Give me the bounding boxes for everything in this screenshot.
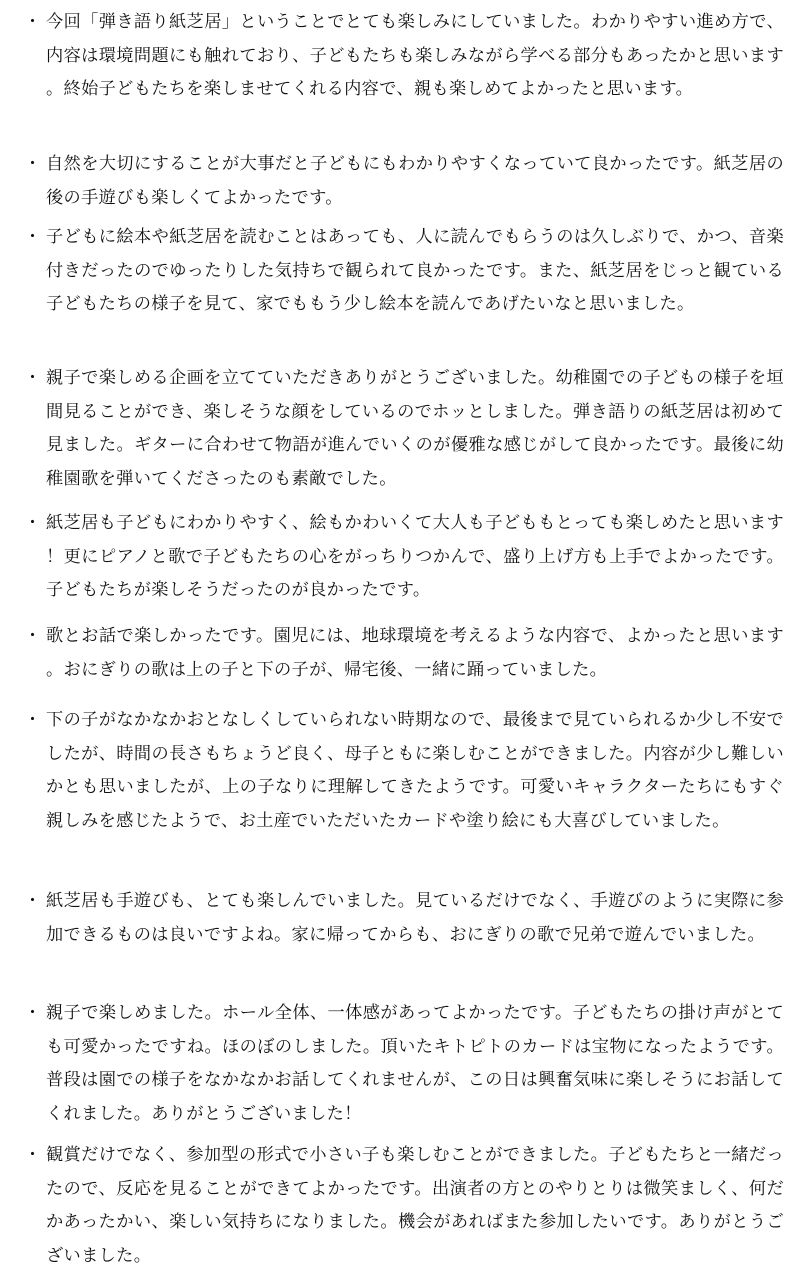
comment-item [14,6,784,107]
comment-text: 紙芝居も子どもにわかりやすく、絵もかわいくて大人も子どももとっても楽しめたと思います！更にピアノと歌で子どもたちの心をがっちりつかんで、盛り上げ方も上手でよかったです。子どもたちが楽しそうだったのが良かったです。 [46,513,784,600]
comment-item [14,997,784,1131]
comment-text: 子どもに絵本や紙芝居を読むことはあっても、人に読んでもらうのは久しぶりで、かつ、音楽付きだったのでゆったりした気持ちで観られて良かったです。また、紙芝居をじっと観ている子どもたちの様子を見て、家でももう少し絵本を読んであげたいなと思いました。 [46,227,784,314]
bullet-icon: ・ [24,154,41,174]
comment-item [14,885,784,952]
comment-text: 紙芝居も手遊びも、とても楽しんでいました。見ているだけでなく、手遊びのように実際に参加できるものは良いですよね。家に帰ってからも、おにぎりの歌で兄弟で遊んでいました。 [46,891,784,945]
comment-text: 今回「弾き語り紙芝居」ということでとても楽しみにしていました。わかりやすい進め方で、内容は環境問題にも触れており、子どもたちも楽しみながら学べる部分もあったかと思います。終始子どもたちを楽しませてくれる内容で、親も楽しめてよかったと思います。 [46,12,784,99]
comment-text: 下の子がなかなかおとなしくしていられない時期なので、最後まで見ていられるか少し不安でしたが、時間の長さもちょうど良く、母子ともに楽しむことができました。内容が少し難しいかとも思いましたが、上の子なりに理解してきたようです。可愛いキャラクターたちにもすぐ親しみを感じたようで、お土産でいただいたカードや塗り絵にも大喜びしていました。 [46,710,784,831]
comment-item [14,148,784,215]
comment-text: 親子で楽しめました。ホール全体、一体感があってよかったです。子どもたちの掛け声がとても可愛かったですね。ほのぼのしました。頂いたキトピトのカードは宝物になったようです。普段は園での様子をなかなかお話してくれませんが、この日は興奮気味に楽しそうにお話してくれました。ありがとうございました！ [46,1003,784,1124]
bullet-icon: ・ [24,12,41,32]
comment-item [14,221,784,322]
comment-item [14,362,784,496]
bullet-icon: ・ [24,1145,41,1165]
comment-item [14,620,784,687]
bullet-icon: ・ [24,891,41,911]
comment-text: 観賞だけでなく、参加型の形式で小さい子も楽しむことができました。子どもたちと一緒だったので、反応を見ることができてよかったです。出演者の方とのやりとりは微笑ましく、何だかあったかい、楽しい気持ちになりました。機会があればまた参加したいです。ありがとうございました。 [46,1145,784,1266]
bullet-icon: ・ [24,1003,41,1023]
bullet-icon: ・ [24,513,41,533]
comment-text: 親子で楽しめる企画を立てていただきありがとうございました。幼稚園での子どもの様子を垣間見ることができ、楽しそうな顔をしているのでホッとしました。弾き語りの紙芝居は初めて見ました。ギターに合わせて物語が進んでいくのが優雅な感じがして良かったです。最後に幼稚園歌を弾いてくださったのも素敵でした。 [46,368,784,489]
comment-text: 歌とお話で楽しかったです。園児には、地球環境を考えるような内容で、よかったと思います。おにぎりの歌は上の子と下の子が、帰宅後、一緒に踊っていました。 [46,626,784,680]
comment-item [14,507,784,608]
bullet-icon: ・ [24,227,41,247]
bullet-icon: ・ [24,368,41,388]
bullet-icon: ・ [24,710,41,730]
comment-text: 自然を大切にすることが大事だと子どもにもわかりやすくなっていて良かったです。紙芝居の後の手遊びも楽しくてよかったです。 [46,154,784,208]
comment-item [14,1139,784,1273]
comment-item [14,704,784,838]
bullet-icon: ・ [24,626,41,646]
